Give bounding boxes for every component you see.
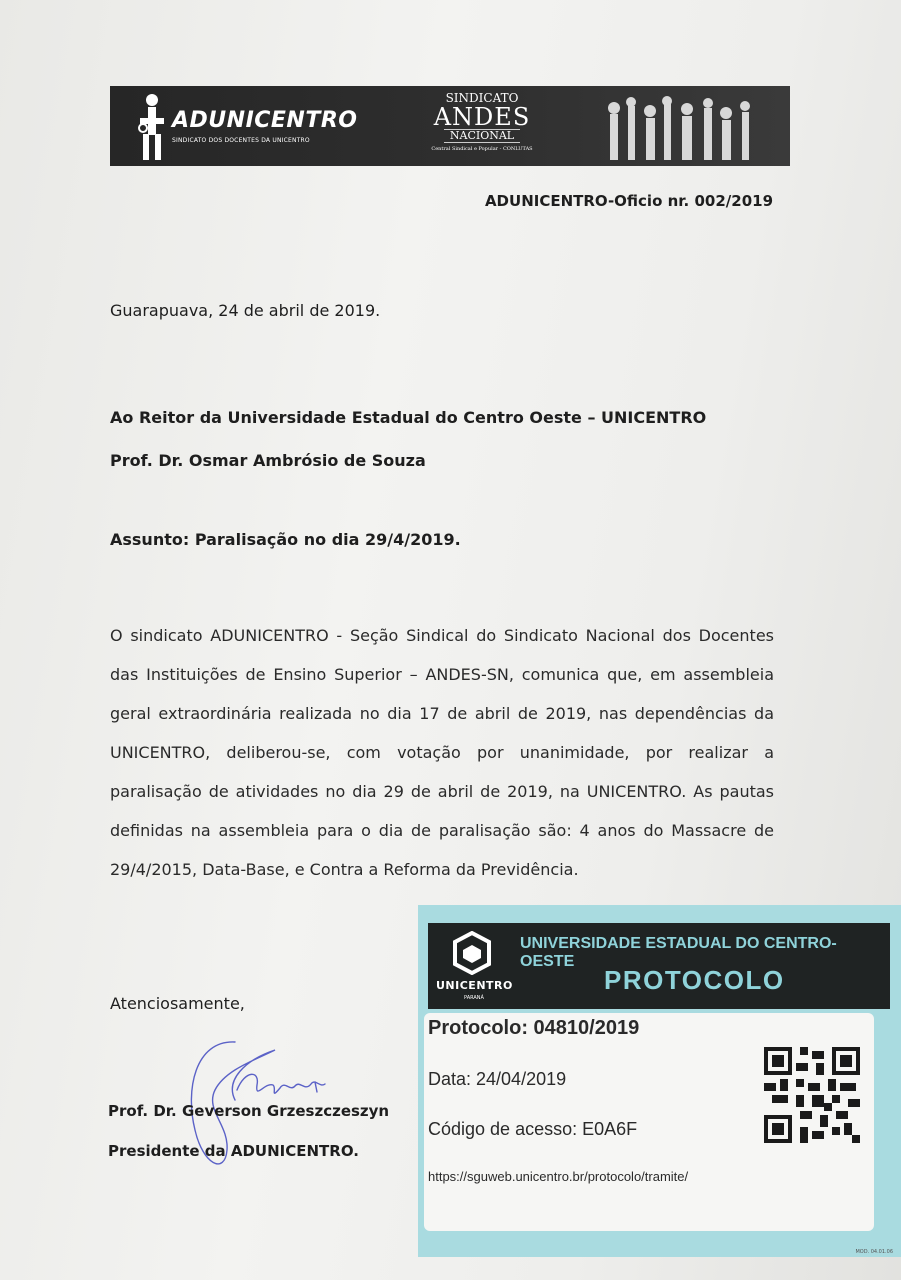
letter-body: O sindicato ADUNICENTRO - Seção Sindical do Sindicato Nacional dos Docentes das Instituições de Ensino Superior – ANDES-SN, comunica que, em assembleia geral extraordinária realizada no dia 17 de abril de 2019, nas dependências da UNICENTRO, deliberou-se, com votação por unanimidade, por realizar a paralisação de atividades no dia 29 de abril de 2019, na UNICENTRO. As pautas definidas na assembleia para o dia de paralisação são: 4 anos do Massacre de 29/4/2015, Data-Base, e Contra a Reforma da Previdência. <box>110 626 774 879</box>
place-and-date: Guarapuava, 24 de abril de 2019. <box>110 301 381 320</box>
protocol-number: Protocolo: 04810/2019 <box>428 1017 640 1039</box>
andes-logo <box>426 92 538 152</box>
protocol-date: Data: 24/04/2019 <box>428 1069 567 1089</box>
university-name: UNIVERSIDADE ESTADUAL DO CENTRO-OESTE <box>520 935 837 970</box>
raised-fists-crowd-icon <box>600 96 780 160</box>
form-code: MOD. 04.01.06 <box>855 1249 893 1255</box>
unicentro-hexagon-logo-icon <box>452 931 492 975</box>
andes-logo-bottom: NACIONAL <box>444 129 520 143</box>
closing-line: Atenciosamente, <box>110 994 245 1013</box>
document-reference: ADUNICENTRO-Oficio nr. 002/2019 <box>484 192 773 210</box>
andes-logo-main: ANDES <box>433 103 531 131</box>
protocol-sticker-body <box>424 1013 874 1231</box>
protocol-url: https://sguweb.unicentro.br/protocolo/tramite/ <box>428 1169 689 1184</box>
recipient-line-2: Prof. Dr. Osmar Ambrósio de Souza <box>110 451 426 470</box>
protocol-title: PROTOCOLO <box>604 965 785 995</box>
subject-line: Assunto: Paralisação no dia 29/4/2019. <box>110 530 461 549</box>
unicentro-logo-state: PARANÁ <box>464 995 484 1001</box>
recipient-line-1: Ao Reitor da Universidade Estadual do Centro Oeste – UNICENTRO <box>110 408 707 427</box>
andes-logo-tagline: Central Sindical e Popular - CONLUTAS <box>431 146 533 152</box>
letterhead-banner <box>110 86 790 166</box>
signatory-name: Prof. Dr. Geverson Grzeszczeszyn <box>108 1102 390 1120</box>
union-logo-name: ADUNICENTRO <box>172 108 358 133</box>
union-logo-subtitle: SINDICATO DOS DOCENTES DA UNICENTRO <box>172 137 310 144</box>
unicentro-logo-text: UNICENTRO <box>436 979 513 992</box>
andes-logo-top: SINDICATO <box>445 91 519 105</box>
signatory-role: Presidente da ADUNICENTRO. <box>108 1142 359 1160</box>
protocol-sticker <box>418 905 901 1257</box>
protocol-access-code: Código de acesso: E0A6F <box>428 1119 638 1139</box>
union-logo-figure-icon <box>134 92 170 162</box>
qr-code-icon <box>764 1047 860 1143</box>
protocol-sticker-header <box>428 923 890 1009</box>
